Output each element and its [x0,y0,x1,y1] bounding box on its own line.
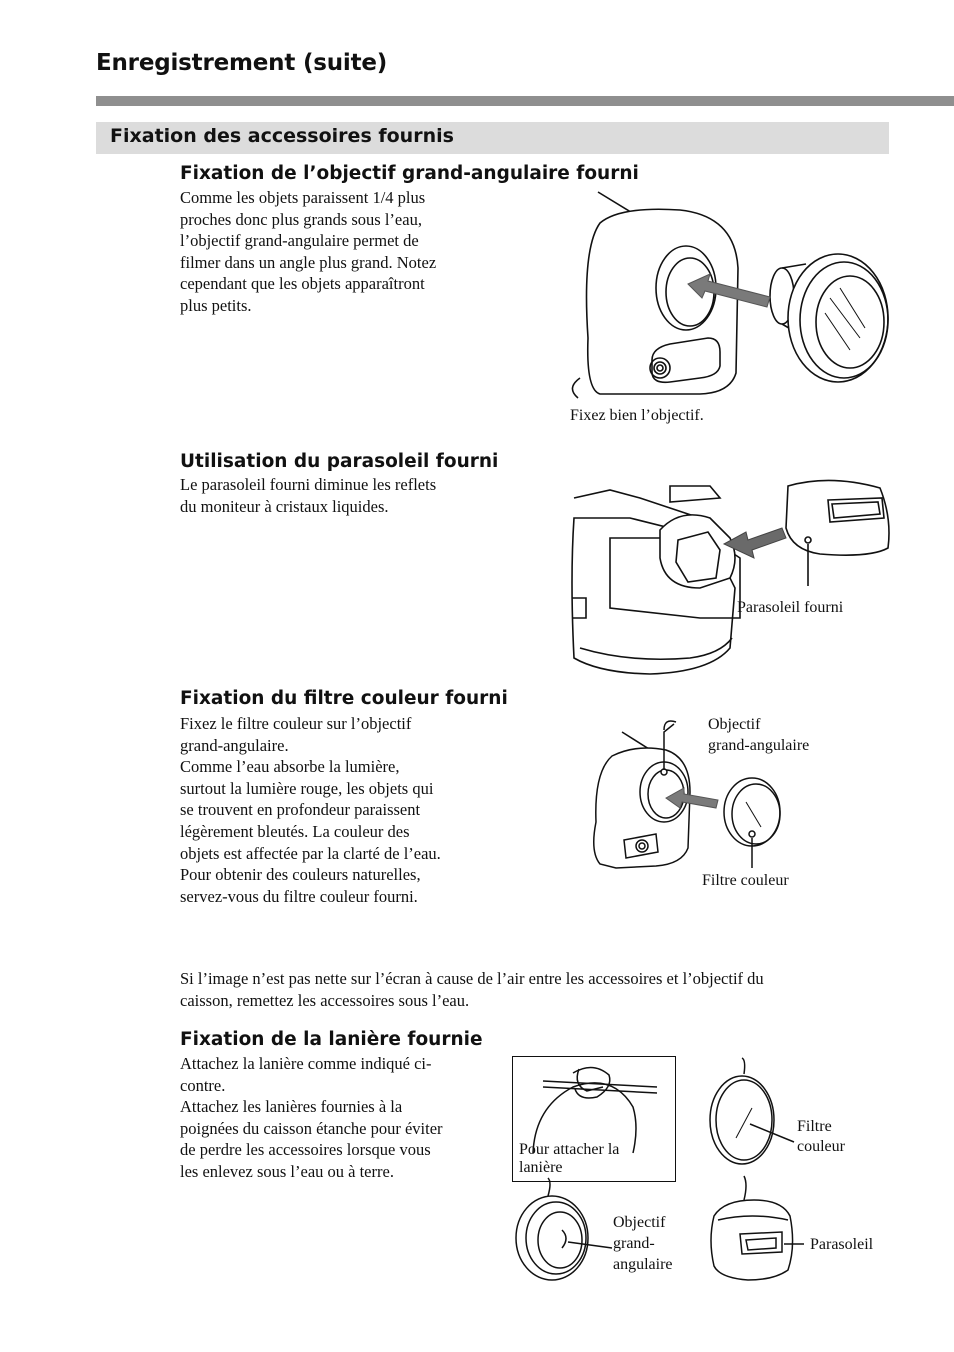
strapped-filter-illustration [700,1058,810,1168]
caption-line: grand-angulaire [708,737,810,754]
text-line: surtout la lumière rouge, les objets qui [180,778,434,798]
text-line: contre. [180,1075,226,1095]
text-line: légèrement bleutés. La couleur des [180,821,410,841]
caption-line: lanière [519,1159,563,1176]
text-line: se trouvent en profondeur paraissent [180,800,421,820]
text-line: les enlevez sous l’eau ou à terre. [180,1161,394,1181]
heading-strap: Fixation de la lanière fournie [180,1029,483,1050]
heading-color-filter: Fixation du filtre couleur fourni [180,688,508,709]
text-line: Pour obtenir des couleurs naturelles, [180,865,421,885]
text-line: Le parasoleil fourni diminue les reflets [180,475,437,494]
caption-strap-box [519,1141,619,1177]
text-line: filmer dans un angle plus grand. Notez [180,252,437,272]
strapped-lens-illustration [508,1182,618,1287]
wide-angle-lens-illustration [560,188,900,410]
strap-text [180,1053,443,1183]
heading-lens-hood: Utilisation du parasoleil fourni [180,451,499,472]
lens-hood-illustration [570,478,900,678]
label-line: Filtre [797,1118,832,1135]
caption-line: Objectif [708,716,761,733]
caption-line: Pour attacher la [519,1141,620,1158]
text-line: Attachez la lanière comme indiqué ci- [180,1054,432,1073]
text-line: proches donc plus grands sous l’eau, [180,209,422,229]
text-line: cependant que les objets apparaîtront [180,274,425,294]
strapped-hood-illustration [704,1176,814,1286]
text-line: Fixez le filtre couleur sur l’objectif [180,714,412,733]
text-line: Si l’image n’est pas nette sur l’écran à cause de l’air entre les accessoires et l’objectif du [180,969,764,988]
label-filter [797,1117,845,1157]
label-hood: Parasoleil [810,1236,874,1253]
text-line: Comme les objets paraissent 1/4 plus [180,188,426,207]
page-title: Enregistrement (suite) [96,50,388,76]
text-line: de perdre les accessoires lorsque vous [180,1140,431,1160]
text-line: Comme l’eau absorbe la lumière, [180,757,400,777]
caption-color-filter: Filtre couleur [702,872,789,889]
text-line: servez-vous du filtre couleur fourni. [180,886,418,906]
strap-attach-box [512,1056,676,1182]
lens-hood-text [180,474,436,517]
caption-wide-angle-lens [708,714,809,756]
heading-wide-angle-lens: Fixation de l’objectif grand-angulaire fourni [180,163,639,184]
color-filter-text [180,713,441,907]
caption-fix-lens: Fixez bien l’objectif. [570,407,704,424]
text-line: caisson, remettez les accessoires sous l’eau. [180,990,470,1010]
text-line: du moniteur à cristaux liquides. [180,496,389,516]
text-line: plus petits. [180,295,252,315]
text-line: Attachez les lanières fournies à la [180,1097,403,1117]
section-title: Fixation des accessoires fournis [110,125,454,147]
text-line: objets est affectée par la clarté de l’eau. [180,843,441,863]
label-line: couleur [797,1138,845,1155]
text-line: l’objectif grand-angulaire permet de [180,231,419,251]
text-line: grand-angulaire. [180,735,289,755]
caption-lens-hood: Parasoleil fourni [737,599,844,616]
section-bar [96,122,889,154]
text-line: poignées du caisson étanche pour éviter [180,1118,443,1138]
air-note [180,968,764,1011]
label-lens [613,1212,673,1275]
label-line: angulaire [613,1256,673,1273]
wide-angle-text [180,187,436,317]
label-line: grand- [613,1235,655,1252]
top-rule-divider [96,96,954,106]
label-line: Objectif [613,1214,666,1231]
